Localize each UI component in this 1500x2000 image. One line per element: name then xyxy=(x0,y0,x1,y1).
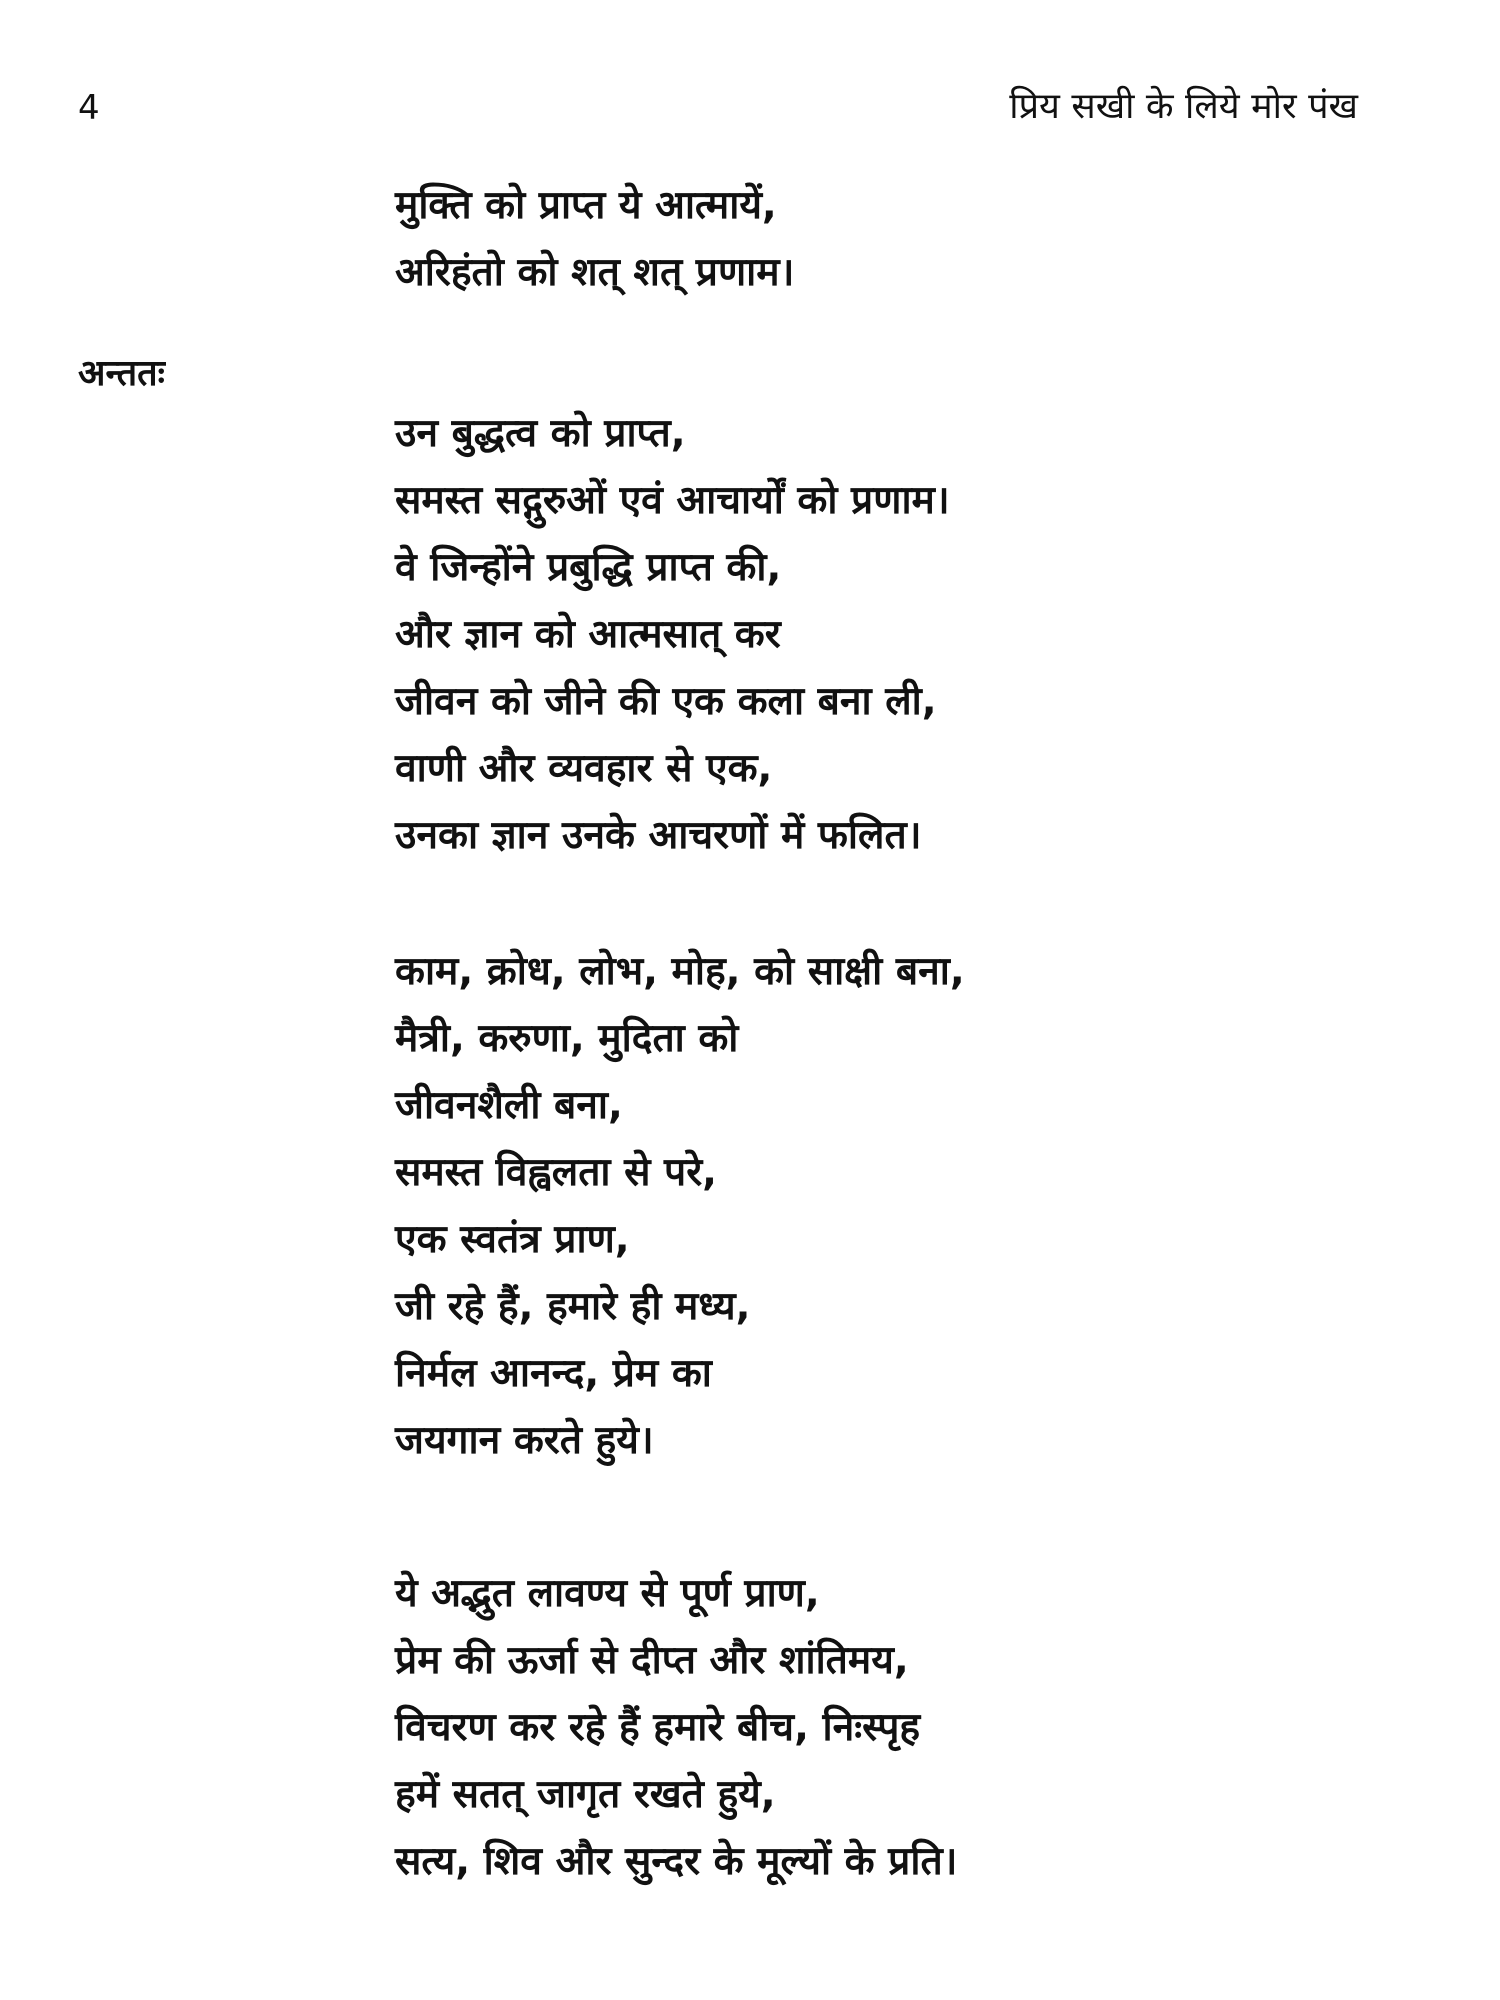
poem-line: विचरण कर रहे हैं हमारे बीच, निःस्पृह xyxy=(395,1705,921,1750)
poem-line: जयगान करते हुये। xyxy=(395,1418,654,1463)
poem-line: हमें सतत् जागृत रखते हुये, xyxy=(395,1772,776,1817)
poem-line: समस्त सद्गुरुओं एवं आचार्यों को प्रणाम। xyxy=(395,478,950,523)
poem-line: उनका ज्ञान उनके आचरणों में फलित। xyxy=(395,813,922,858)
poem-line: अरिहंतो को शत् शत् प्रणाम। xyxy=(395,250,795,295)
stanza-1 xyxy=(395,172,1395,306)
poem-line: और ज्ञान को आत्मसात् कर xyxy=(395,612,781,657)
poem-line: समस्त विह्वलता से परे, xyxy=(395,1150,717,1195)
poem-line: उन बुद्धत्व को प्राप्त, xyxy=(395,411,686,456)
poem-line: जीवनशैली बना, xyxy=(395,1083,623,1128)
poem-line: ये अद्भुत लावण्य से पूर्ण प्राण, xyxy=(395,1571,820,1616)
stanza-2 xyxy=(395,400,1395,869)
poem-line: मुक्ति को प्राप्त ये आत्मायें, xyxy=(395,183,777,228)
page-number: 4 xyxy=(78,88,100,128)
poem-line: निर्मल आनन्द, प्रेम का xyxy=(395,1351,712,1396)
poem-line: एक स्वतंत्र प्राण, xyxy=(395,1217,630,1262)
poem-line: जीवन को जीने की एक कला बना ली, xyxy=(395,679,937,724)
poem-line: सत्य, शिव और सुन्दर के मूल्यों के प्रति। xyxy=(395,1839,958,1884)
poem-line: जी रहे हैं, हमारे ही मध्य, xyxy=(395,1284,751,1329)
poem-line: वाणी और व्यवहार से एक, xyxy=(395,746,773,791)
section-label: अन्ततः xyxy=(78,353,165,394)
stanza-3 xyxy=(395,938,1395,1474)
poem-line: काम, क्रोध, लोभ, मोह, को साक्षी बना, xyxy=(395,949,965,994)
running-title: प्रिय सखी के लिये मोर पंख xyxy=(1009,86,1358,127)
stanza-4 xyxy=(395,1560,1395,1895)
poem-line: वे जिन्होंने प्रबुद्धि प्राप्त की, xyxy=(395,545,782,590)
poem-line: मैत्री, करुणा, मुदिता को xyxy=(395,1016,739,1061)
poem-line: प्रेम की ऊर्जा से दीप्त और शांतिमय, xyxy=(395,1638,909,1683)
